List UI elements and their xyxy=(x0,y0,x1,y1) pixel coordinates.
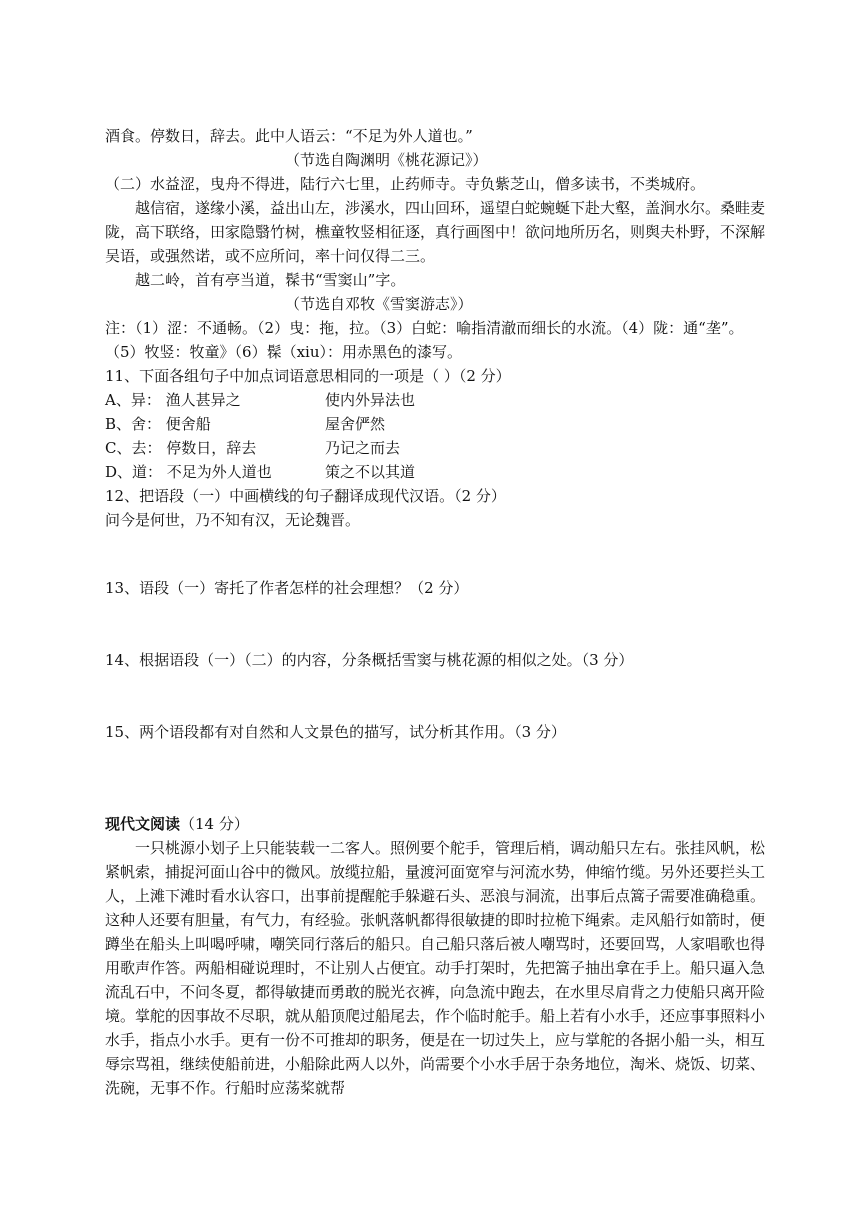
answer-space xyxy=(105,672,765,720)
question-11-stem: 11、下面各组句子中加点词语意思相同的一项是（ ）（2 分） xyxy=(105,367,511,385)
source-citation-2: （节选自邓牧《雪窦游志》） xyxy=(285,295,473,313)
passage2-paragraph-3: 越二岭，首有亭当道，髹书“雪窦山”字。 xyxy=(135,271,406,289)
question-11-option-c xyxy=(105,436,765,460)
question-11-option-b xyxy=(105,412,765,436)
question-12-sentence: 问今是何世，乃不知有汉，无论魏晋。 xyxy=(105,511,361,529)
modern-reading-text: 一只桃源小划子上只能装载一二客人。照例要个舵手，管理后梢，调动船只左右。张挂风帆，松紧帆索，捕捉河面山谷中的微风。放缆拉船，量渡河面宽窄与河流水势，伸缩竹缆。另外还要拦头工人，上滩下滩时看水认容口，出事前提醒舵手躲避石头、恶浪与洞流，出事后点篙子需要准确稳重。这种人还要有胆量，有气力，有经验。张帆落帆都得很敏捷的即时拉桅下绳索。走风船行如箭时，便蹲坐在船头上叫喝呼啸，嘲笑同行落后的船只。自己船只落后被人嘲骂时，还要回骂，人家唱歌也得用歌声作答。两船相碰说理时，不让别人占便宜。动手打架时，先把篙子抽出拿在手上。船只逼入急流乱石中，不问冬夏，都得敏捷而勇敢的脱光衣裤，向急流中跑去，在水里尽肩背之力使船只离开险境。掌舵的因事故不尽职，就从船顶爬过船尾去，作个临时舵手。船上若有小水手，还应事事照料小水手，指点小水手。更有一份不可推却的职务，便是在一切过失上，应与掌舵的各据小船一头，相互辱宗骂祖，继续使船前进，小船除此两人以外，尚需要个小水手居于杂务地位，淘米、烧饭、切菜、洗碗，无事不作。行船时应荡桨就帮 xyxy=(105,839,766,1097)
question-12-stem: 12、把语段（一）中画横线的句子翻译成现代汉语。（2 分） xyxy=(105,487,506,505)
section-title: 现代文阅读 xyxy=(105,815,181,833)
question-15: 15、两个语段都有对自然和人文景色的描写，试分析其作用。（3 分） xyxy=(105,723,566,741)
option-left: B、舍： 便舍船 xyxy=(105,415,211,433)
option-right: 乃记之而去 xyxy=(325,439,401,457)
source-citation-1: （节选自陶渊明《桃花源记》） xyxy=(285,151,488,169)
question-14: 14、根据语段（一）（二）的内容，分条概括雪窦与桃花源的相似之处。（3 分） xyxy=(105,651,634,669)
passage1-tail: 酒食。停数日，辞去。此中人语云：“不足为外人道也。” xyxy=(105,127,473,145)
annotation-notes: 注：（1）涩：不通畅。（2）曳：拖，拉。（3）白蛇：喻指清澈而细长的水流。（4）陇：通“垄”。（5）牧竖：牧童》（6）髹（xiu）：用赤黑色的漆写。 xyxy=(105,319,744,361)
option-left: D、道： 不足为外人道也 xyxy=(105,463,272,481)
option-left: A、异： 渔人甚异之 xyxy=(105,391,241,409)
passage2-paragraph-2: 越信宿，遂缘小溪，益出山左，涉溪水，四山回环，遥望白蛇蜿蜒下赴大壑，盖涧水尔。桑畦麦陇，高下联络，田家隐翳竹树，樵童牧竖相征逐，真行画图中！欲问地所历名，则舆夫朴野，不深解吴语，或强然诺，或不应所问，率十问仅得二三。 xyxy=(105,199,766,265)
answer-space xyxy=(105,532,765,576)
option-left: C、去： 停数日，辞去 xyxy=(105,439,257,457)
answer-space xyxy=(105,600,765,648)
modern-reading-heading xyxy=(105,812,765,836)
answer-space xyxy=(105,744,765,812)
document-body xyxy=(105,124,765,1100)
option-right: 使内外异法也 xyxy=(325,391,416,409)
question-11-option-d xyxy=(105,460,765,484)
question-11-option-a xyxy=(105,388,765,412)
option-right: 策之不以其道 xyxy=(325,463,416,481)
option-right: 屋舍俨然 xyxy=(325,415,386,433)
section-score: （14 分） xyxy=(180,815,249,833)
passage2-paragraph-1: （二）水益涩，曳舟不得进，陆行六七里，止药师寺。寺负紫芝山，僧多读书，不类城府。 xyxy=(105,175,706,193)
question-13: 13、语段（一）寄托了作者怎样的社会理想？（2 分） xyxy=(105,579,469,597)
